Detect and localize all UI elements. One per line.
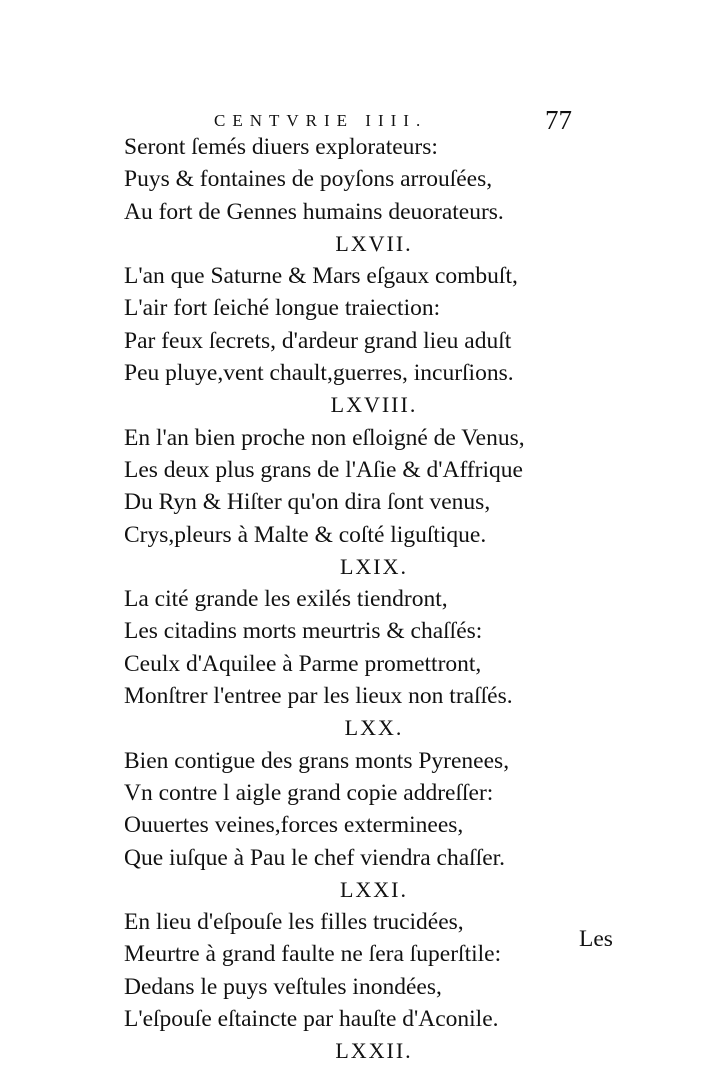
verse-line: Que iuſque à Pau le chef viendra chaſſer. xyxy=(124,844,506,871)
verse-line: La cité grande les exilés tiendront, xyxy=(124,586,448,613)
verse-line: L'eſpouſe eſtaincte par hauſte d'Aconile. xyxy=(124,1006,499,1033)
verse-line: Crys,pleurs à Malte & coſté liguſtique. xyxy=(124,521,487,548)
quatrain-number: LXVII. xyxy=(335,230,413,256)
quatrain-number: LXX. xyxy=(344,715,404,741)
page-number: 77 xyxy=(545,105,572,135)
verse-text xyxy=(124,131,594,1068)
verse-line: Les citadins morts meurtris & chaſſés: xyxy=(124,618,483,645)
verse-line: Monſtrer l'entree par les lieux non traſſés. xyxy=(124,683,513,710)
running-head: CENTVRIE IIII. xyxy=(214,111,428,130)
quatrain-number: LXVIII. xyxy=(330,392,418,418)
quatrain-number: LXXI. xyxy=(339,876,409,902)
verse-line: Bien contigue des grans monts Pyrenees, xyxy=(124,747,510,774)
quatrain-number: LXXII. xyxy=(335,1038,413,1064)
verse-line: Du Ryn & Hiſter qu'on dira ſont venus, xyxy=(124,489,491,516)
verse-line: Ceulx d'Aquilee à Parme promettront, xyxy=(124,650,482,677)
verse-line: Puys & fontaines de poyſons arrouſées, xyxy=(124,166,493,193)
verse-line: Ouuertes veines,forces exterminees, xyxy=(124,812,464,839)
catchword: Les xyxy=(579,926,613,952)
verse-line: Vn contre l aigle grand copie addreſſer: xyxy=(124,779,494,806)
verse-line: Dedans le puys veſtules inondées, xyxy=(124,973,442,1000)
verse-line: L'an que Saturne & Mars eſgaux combuſt, xyxy=(124,263,518,290)
verse-line: L'air fort ſeiché longue traiection: xyxy=(124,295,441,322)
verse-line: Les deux plus grans de l'Aſie & d'Affrique xyxy=(124,456,523,483)
verse-line: En lieu d'eſpouſe les filles trucidées, xyxy=(124,909,464,936)
verse-line: Peu pluye,vent chault,guerres, incurſions. xyxy=(124,360,514,387)
verse-line: Par feux ſecrets, d'ardeur grand lieu aduſt xyxy=(124,327,512,354)
verse-line: Seront ſemés diuers explorateurs: xyxy=(124,134,438,160)
quatrain-number: LXIX. xyxy=(339,553,409,579)
verse-line: Meurtre à grand faulte ne ſera ſuperſtile: xyxy=(124,941,502,968)
verse-line: En l'an bien proche non eſloigné de Venus, xyxy=(124,424,525,451)
verse-line: Au fort de Gennes humains deuorateurs. xyxy=(124,198,504,225)
